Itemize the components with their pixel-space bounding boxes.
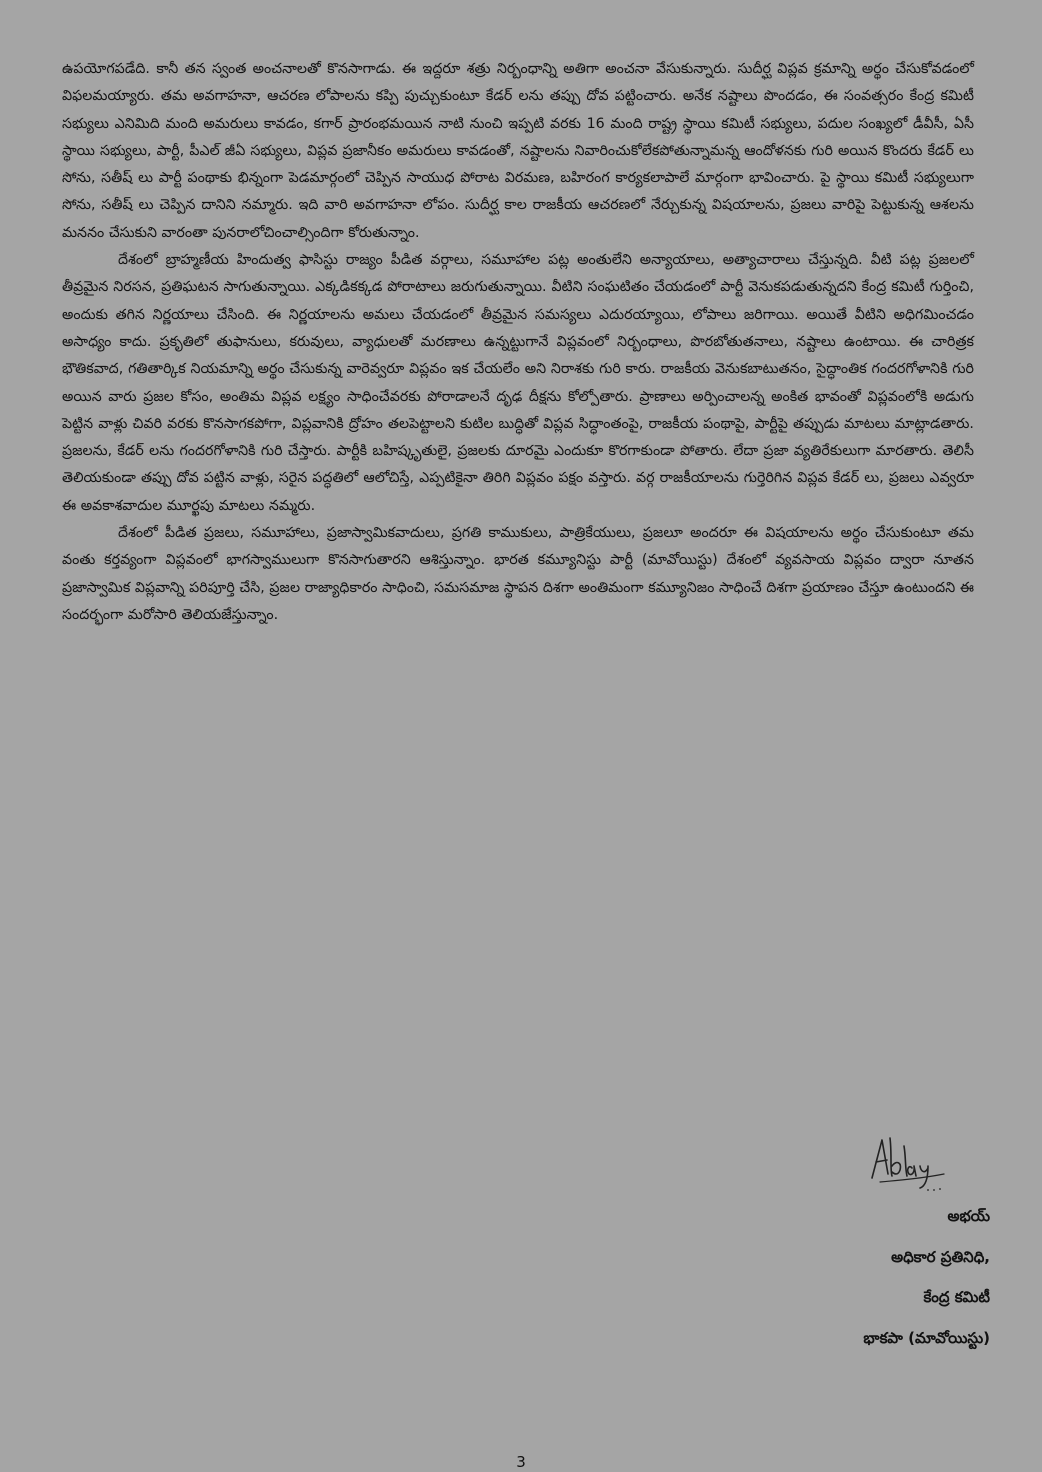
handwritten-signature — [862, 1130, 952, 1200]
signatory-name: అభయ్ — [947, 1207, 990, 1225]
body-text — [62, 56, 974, 629]
signatory-committee: కేంద్ర కమిటీ — [923, 1288, 990, 1306]
paragraph-1: ఉపయోగపడేది. కానీ తన స్వంత అంచనాలతో కొనసాగాడు. ఈ ఇద్దరూ శత్రు నిర్బంధాన్ని అతిగా అంచనా వేసుకున్నారు. సుదీర్ఘ విప్లవ క్రమాన్ని అర్థం చేసుకోవడంలో విఫలమయ్యారు. తమ అవగాహనా, ఆచరణ లోపాలను కప్పి పుచ్చుకుంటూ కేడర్ లను తప్పు దోవ పట్టించారు. అనేక నష్టాలు పొందడం, ఈ సంవత్సరం కేంద్ర కమిటీ సభ్యులు ఎనిమిది మంది అమరులు కావడం, కగార్ ప్రారంభమయిన నాటి నుంచి ఇప్పటి వరకు 16 మంది రాష్ట్ర స్థాయి కమిటీ సభ్యులు, పదుల సంఖ్యలో డీవీసీ, ఏసీ స్థాయి సభ్యులు, పార్టీ, పీఎల్ జీఏ సభ్యులు, విప్లవ ప్రజానీకం అమరులు కావడంతో, నష్టాలను నివారించుకోలేకపోతున్నామన్న ఆందోళనకు గురి అయిన కొందరు కేడర్ లు సోను, సతీష్ లు పార్టీ పంథాకు భిన్నంగా పెడమార్గంలో చెప్పిన సాయుధ పోరాట విరమణ, బహిరంగ కార్యకలాపాలే మార్గంగా భావించారు. పై స్థాయి కమిటీ సభ్యులుగా సోను, సతీష్ లు చెప్పిన దానిని నమ్మారు. ఇది వారి అవగాహనా లోపం. సుదీర్ఘ కాల రాజకీయ ఆచరణలో నేర్చుకున్న విషయాలను, ప్రజలు వారిపై పెట్టుకున్న ఆశలను మననం చేసుకుని వారంతా పునరాలోచించాల్సిందిగా కోరుతున్నాం. — [62, 61, 974, 241]
signature-block — [660, 1206, 990, 1368]
paragraph-3: దేశంలో పీడిత ప్రజలు, సమూహాలు, ప్రజాస్వామికవాదులు, ప్రగతి కాముకులు, పాత్రికేయులు, ప్రజలూ అందరూ ఈ విషయాలను అర్థం చేసుకుంటూ తమ వంతు కర్తవ్యంగా విప్లవంలో భాగస్వాములుగా కొనసాగుతారని ఆశిస్తున్నాం. భారత కమ్యూనిస్టు పార్టీ (మావోయిస్టు) దేశంలో వ్యవసాయ విప్లవం ద్వారా నూతన ప్రజాస్వామిక విప్లవాన్ని పరిపూర్తి చేసి, ప్రజల రాజ్యాధికారం సాధించి, సమసమాజ స్థాపన దిశగా అంతిమంగా కమ్యూనిజం సాధించే దిశగా ప్రయాణం చేస్తూ ఉంటుందని ఈ సందర్భంగా మరోసారి తెలియజేస్తున్నాం. — [62, 525, 974, 623]
signatory-party: భాకపా (మావోయిస్టు) — [863, 1328, 990, 1347]
signatory-designation: అధికార ప్రతినిధి, — [891, 1247, 990, 1266]
paragraph-2: దేశంలో బ్రాహ్మణీయ హిందుత్వ ఫాసిస్టు రాజ్యం పీడిత వర్గాలు, సమూహాల పట్ల అంతులేని అన్యాయాలు, అత్యాచారాలు చేస్తున్నది. వీటి పట్ల ప్రజలలో తీవ్రమైన నిరసన, ప్రతిఘటన సాగుతున్నాయి. ఎక్కడికక్కడ పోరాటాలు జరుగుతున్నాయి. వీటిని సంఘటితం చేయడంలో పార్టీ వెనుకపడుతున్నదని కేంద్ర కమిటీ గుర్తించి, అందుకు తగిన నిర్ణయాలు చేసింది. ఈ నిర్ణయాలను అమలు చేయడంలో తీవ్రమైన సమస్యలు ఎదురయ్యాయి, లోపాలు జరిగాయి. అయితే వీటిని అధిగమించడం అసాధ్యం కాదు. ప్రకృతిలో తుఫానులు, కరువులు, వ్యాధులతో మరణాలు ఉన్నట్టుగానే విప్లవంలో నిర్బంధాలు, పొరబోతుతనాలు, నష్టాలు ఉంటాయి. ఈ చారిత్రక భౌతికవాద, గతితార్కిక నియమాన్ని అర్థం చేసుకున్న వారెవ్వరూ విప్లవం ఇక చేయలేం అని నిరాశకు గురి కారు. రాజకీయ వెనుకబాటుతనం, సైద్ధాంతిక గందరగోళానికి గురి అయిన వారు ప్రజల కోసం, అంతిమ విప్లవ లక్ష్యం సాధించేవరకు పోరాడాలనే దృఢ దీక్షను కోల్పోతారు. ప్రాణాలు అర్పించాలన్న అంకిత భావంతో విప్లవంలోకి అడుగు పెట్టిన వాళ్లు చివరి వరకు కొనసాగకపోగా, విప్లవానికి ద్రోహం తలపెట్టాలని కుటిల బుద్ధితో విప్లవ సిద్ధాంతంపై, రాజకీయ పంథాపై, పార్టీపై తప్పుడు మాటలు మాట్లాడతారు. ప్రజలను, కేడర్ లను గందరగోళానికి గురి చేస్తారు. పార్టీకి బహిష్కృతులై, ప్రజలకు దూరమై ఎందుకూ కొరగాకుండా పోతారు. లేదా ప్రజా వ్యతిరేకులుగా మారతారు. తెలిసీ తెలియకుండా తప్పు దోవ పట్టిన వాళ్లు, సరైన పద్ధతిలో ఆలోచిస్తే, ఎప్పటికైనా తిరిగి విప్లవం పక్షం వస్తారు. వర్గ రాజకీయాలను గుర్తెరిగిన విప్లవ కేడర్ లు, ప్రజలు ఎవ్వరూ ఈ అవకాశవాదుల మూర్ఖపు మాటలు నమ్మరు. — [62, 252, 974, 514]
page-number: 3 — [516, 1453, 526, 1471]
